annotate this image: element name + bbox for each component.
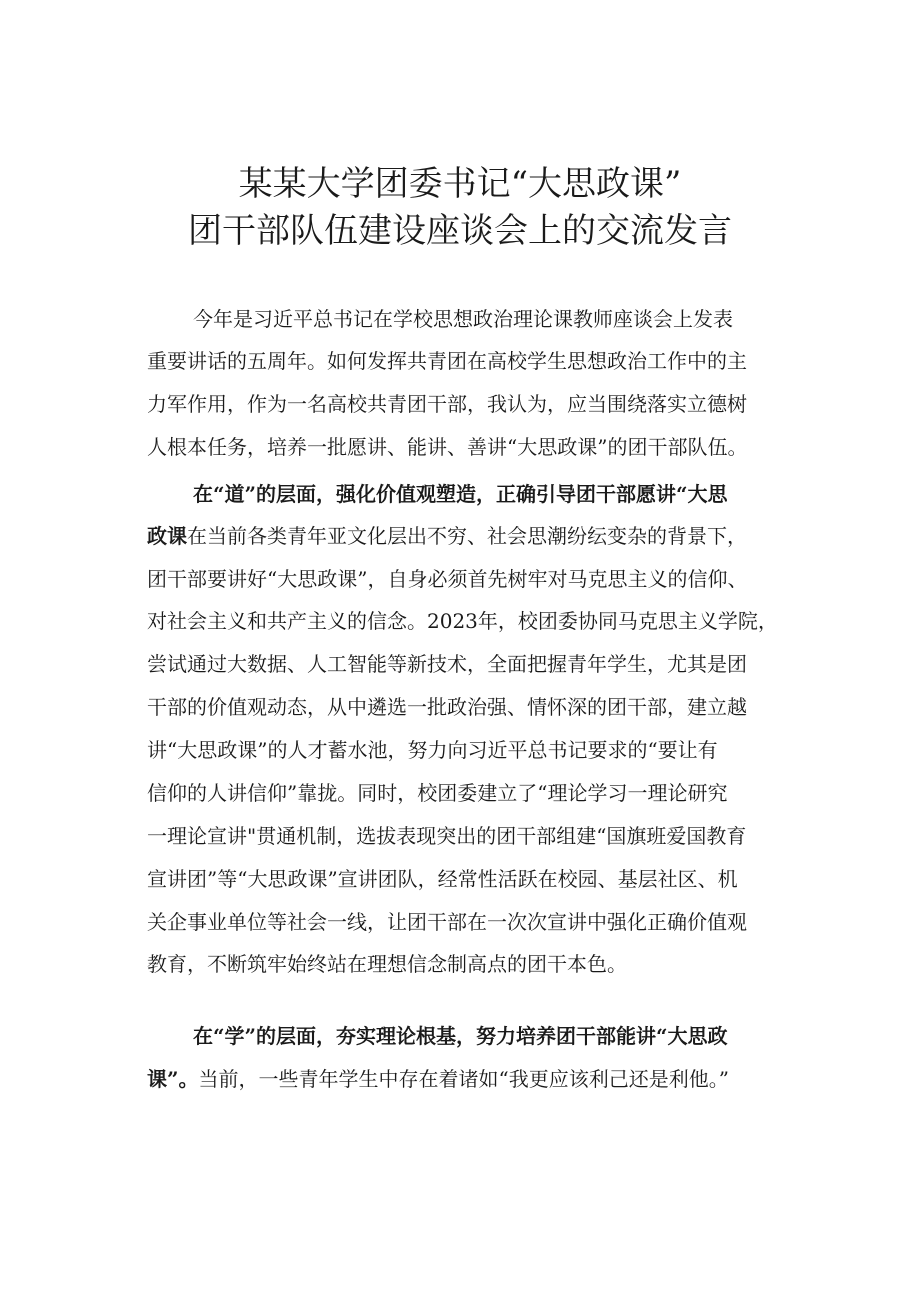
section-heading-dao: 在“道”的层面，强化价值观塑造，正确引导团干部愿讲“大思 xyxy=(193,482,728,506)
paragraph-line-text: 当前，一些青年学生中存在着诸如“我更应该利己还是利他。” xyxy=(198,1067,729,1091)
paragraph-line: 宣讲团”等“大思政课”宣讲团队，经常性活跃在校园、基层社区、机 xyxy=(147,867,738,891)
paragraph-line: 关企事业单位等社会一线，让团干部在一次次宣讲中强化正确价值观 xyxy=(147,910,747,934)
paragraph-line xyxy=(147,522,807,550)
paragraph-line: 力军作用，作为一名高校共青团干部，我认为，应当围绕落实立德树 xyxy=(147,392,747,416)
paragraph-line: 尝试通过大数据、人工智能等新技术，全面把握青年学生，尤其是团 xyxy=(147,652,747,676)
paragraph-line: 一理论宣讲"贯通机制，选拔表现突出的团干部组建“国旗班爱国教育 xyxy=(147,824,747,848)
paragraph-line: 教育，不断筑牢始终站在理想信念制高点的团干本色。 xyxy=(147,952,627,976)
paragraph-line: 对社会主义和共产主义的信念。2023年，校团委协同马克思主义学院， xyxy=(147,609,778,633)
paragraph-line: 干部的价值观动态，从中遴选一批政治强、情怀深的团干部，建立越 xyxy=(147,695,747,719)
paragraph-line: 讲“大思政课”的人才蓄水池，努力向习近平总书记要求的“要让有 xyxy=(147,738,718,762)
paragraph-line-text: 在当前各类青年亚文化层出不穷、社会思潮纷纭变杂的背景下， xyxy=(187,524,747,548)
paragraph-line: 重要讲话的五周年。如何发挥共青团在高校学生思想政治工作中的主 xyxy=(147,349,747,373)
paragraph-line: 信仰的人讲信仰”靠拢。同时，校团委建立了“理论学习一理论研究 xyxy=(147,781,728,805)
section-heading-xue-end: 课”。 xyxy=(147,1067,199,1091)
section-heading-dao-end: 政课 xyxy=(147,524,187,548)
paragraph-line: 人根本任务，培养一批愿讲、能讲、善讲“大思政课”的团干部队伍。 xyxy=(147,435,748,459)
section-heading-xue: 在“学”的层面，夯实理论根基，努力培养团干部能讲“大思政 xyxy=(193,1024,728,1048)
document-title-line-1: 某某大学团委书记“大思政课” xyxy=(238,164,682,204)
paragraph-line: 团干部要讲好“大思政课”，自身必须首先树牢对马克思主义的信仰、 xyxy=(147,567,748,591)
paragraph-line: 今年是习近平总书记在学校思想政治理论课教师座谈会上发表 xyxy=(193,307,733,331)
document-title-line-2: 团干部队伍建设座谈会上的交流发言 xyxy=(188,211,732,251)
paragraph-line xyxy=(147,1065,807,1093)
